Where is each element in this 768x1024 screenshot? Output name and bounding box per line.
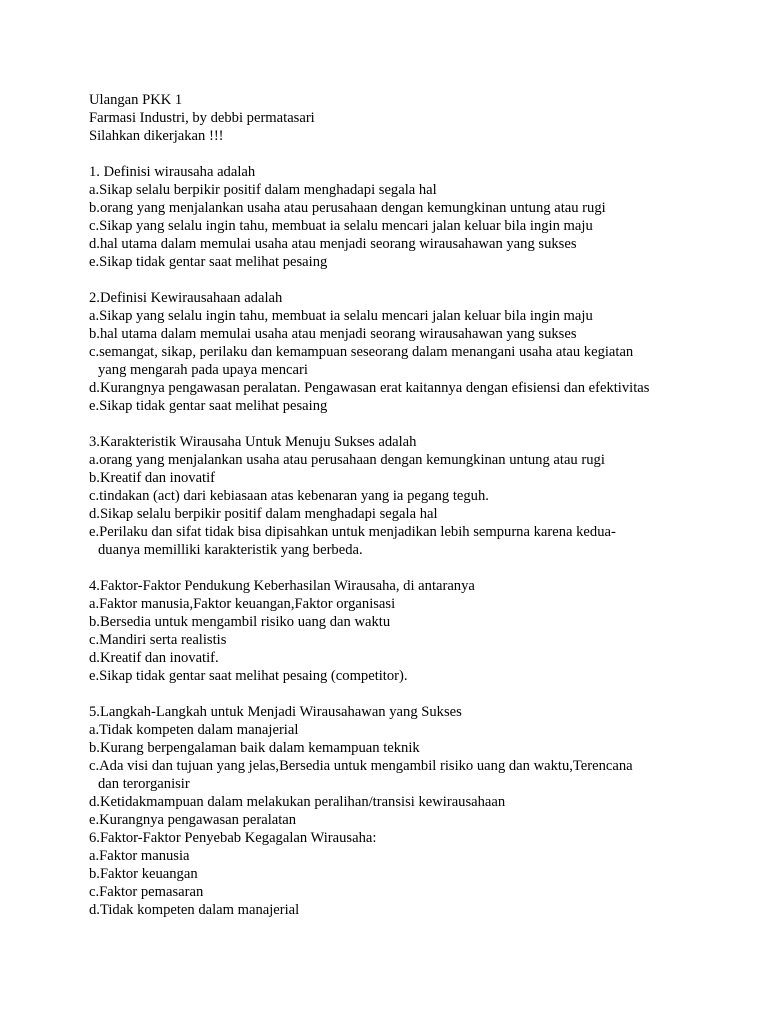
question-text: 2.Definisi Kewirausahaan adalah (89, 290, 283, 306)
question-text: 3.Karakteristik Wirausaha Untuk Menuju Sukses adalah (89, 434, 417, 450)
document-header (89, 91, 749, 145)
option-e: e.Kurangnya pengawasan peralatan (89, 812, 297, 828)
option-d: d.hal utama dalam memulai usaha atau menjadi seorang wirausahawan yang sukses (89, 236, 577, 252)
spacer (89, 559, 749, 577)
option-e: e.Sikap tidak gentar saat melihat pesaing (competitor). (89, 668, 408, 684)
question-5 (89, 703, 749, 829)
option-c: c.Ada visi dan tujuan yang jelas,Bersedia untuk mengambil risiko uang dan waktu,Terencana (89, 758, 633, 774)
option-b: b.orang yang menjalankan usaha atau perusahaan dengan kemungkinan untung atau rugi (89, 200, 606, 216)
option-c: c.semangat, sikap, perilaku dan kemampuan seseorang dalam menangani usaha atau kegiatan (89, 344, 634, 360)
option-e: e.Sikap tidak gentar saat melihat pesaing (89, 254, 328, 270)
option-a: a.Sikap selalu berpikir positif dalam menghadapi segala hal (89, 182, 437, 198)
question-3 (89, 433, 749, 559)
option-d: d.Sikap selalu berpikir positif dalam menghadapi segala hal (89, 506, 438, 522)
question-text: 6.Faktor-Faktor Penyebab Kegagalan Wirausaha: (89, 830, 377, 846)
option-b: b.Kurang berpengalaman baik dalam kemampuan teknik (89, 740, 420, 756)
option-d: d.Kreatif dan inovatif. (89, 650, 219, 666)
option-b: b.Bersedia untuk mengambil risiko uang dan waktu (89, 614, 391, 630)
option-a: a.Tidak kompeten dalam manajerial (89, 722, 299, 738)
option-c: c.Sikap yang selalu ingin tahu, membuat ia selalu mencari jalan keluar bila ingin maju (89, 218, 593, 234)
option-b: b.Faktor keuangan (89, 866, 198, 882)
document-subtitle: Farmasi Industri, by debbi permatasari (89, 110, 315, 126)
option-a: a.orang yang menjalankan usaha atau perusahaan dengan kemungkinan untung atau rugi (89, 452, 605, 468)
question-2 (89, 289, 749, 415)
option-d: d.Kurangnya pengawasan peralatan. Pengawasan erat kaitannya dengan efisiensi dan efektivitas (89, 380, 650, 396)
document-title: Ulangan PKK 1 (89, 92, 183, 108)
option-d: d.Ketidakmampuan dalam melakukan peralihan/transisi kewirausahaan (89, 794, 506, 810)
question-6 (89, 829, 749, 919)
question-text: 1. Definisi wirausaha adalah (89, 164, 256, 180)
option-d: d.Tidak kompeten dalam manajerial (89, 902, 300, 918)
option-c: c.Faktor pemasaran (89, 884, 204, 900)
spacer (89, 415, 749, 433)
option-c: c.Mandiri serta realistis (89, 632, 227, 648)
question-text: 5.Langkah-Langkah untuk Menjadi Wirausahawan yang Sukses (89, 704, 462, 720)
question-1 (89, 163, 749, 271)
document-page (89, 91, 749, 919)
option-e: e.Perilaku dan sifat tidak bisa dipisahkan untuk menjadikan lebih sempurna karena kedua- (89, 524, 616, 540)
question-text: 4.Faktor-Faktor Pendukung Keberhasilan Wirausaha, di antaranya (89, 578, 475, 594)
option-a: a.Faktor manusia (89, 848, 190, 864)
option-a: a.Sikap yang selalu ingin tahu, membuat ia selalu mencari jalan keluar bila ingin maju (89, 308, 593, 324)
document-instruction: Silahkan dikerjakan !!! (89, 128, 224, 144)
option-e: e.Sikap tidak gentar saat melihat pesaing (89, 398, 328, 414)
spacer (89, 271, 749, 289)
spacer (89, 685, 749, 703)
option-e-continued: duanya memilliki karakteristik yang berbeda. (98, 542, 363, 558)
option-c-continued: dan terorganisir (98, 776, 190, 792)
option-c-continued: yang mengarah pada upaya mencari (98, 362, 308, 378)
option-b: b.hal utama dalam memulai usaha atau menjadi seorang wirausahawan yang sukses (89, 326, 577, 342)
option-a: a.Faktor manusia,Faktor keuangan,Faktor organisasi (89, 596, 396, 612)
option-b: b.Kreatif dan inovatif (89, 470, 216, 486)
question-4 (89, 577, 749, 685)
option-c: c.tindakan (act) dari kebiasaan atas kebenaran yang ia pegang teguh. (89, 488, 489, 504)
spacer (89, 145, 749, 163)
